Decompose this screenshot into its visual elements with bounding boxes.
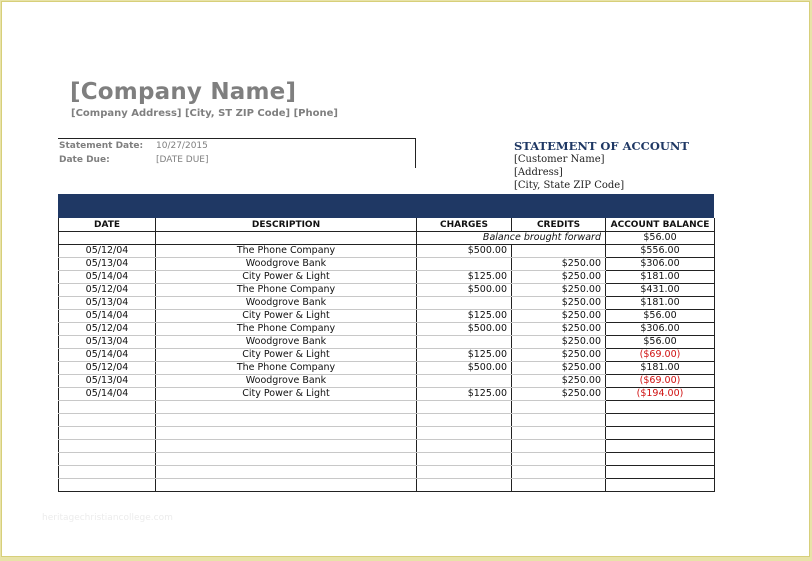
balance-cell[interactable]: $306.00 [606,258,715,271]
statement-date-label: Statement Date: [59,141,144,151]
empty-cell[interactable] [606,401,715,414]
description-cell[interactable]: City Power & Light [156,349,417,362]
credits-cell[interactable]: $250.00 [512,375,606,388]
charges-cell[interactable]: $500.00 [417,245,512,258]
description-cell[interactable]: City Power & Light [156,310,417,323]
empty-cell[interactable] [512,453,606,466]
empty-cell[interactable] [156,479,417,492]
empty-cell[interactable] [156,466,417,479]
description-cell[interactable]: City Power & Light [156,271,417,284]
date-cell[interactable]: 05/13/04 [59,258,156,271]
date-cell[interactable]: 05/12/04 [59,323,156,336]
date-cell[interactable]: 05/12/04 [59,245,156,258]
table-row [59,401,715,414]
empty-cell[interactable] [417,479,512,492]
table-row [59,453,715,466]
date-due-label: Date Due: [59,155,110,165]
statement-table-body [59,232,715,492]
balance-cell[interactable]: $556.00 [606,245,715,258]
empty-cell[interactable] [417,414,512,427]
description-cell[interactable]: Woodgrove Bank [156,336,417,349]
watermark: heritagechristiancollege.com [42,513,173,523]
statement-table [58,218,715,492]
description-cell[interactable]: Woodgrove Bank [156,375,417,388]
date-cell[interactable]: 05/14/04 [59,388,156,401]
table-row [59,323,715,336]
brought-forward-balance[interactable]: $56.00 [606,232,715,245]
empty-cell[interactable] [512,427,606,440]
charges-cell[interactable]: $125.00 [417,388,512,401]
column-header-description: DESCRIPTION [156,218,417,232]
description-cell[interactable]: Woodgrove Bank [156,297,417,310]
brought-forward-row [59,232,715,245]
charges-cell[interactable] [417,258,512,271]
charges-cell[interactable]: $125.00 [417,310,512,323]
empty-cell[interactable] [156,414,417,427]
table-header-band [58,194,714,218]
table-row [59,310,715,323]
description-cell[interactable]: The Phone Company [156,323,417,336]
table-cell[interactable] [156,232,417,245]
customer-address[interactable]: [Address] [514,167,563,178]
table-row [59,297,715,310]
empty-cell[interactable] [606,414,715,427]
table-header-row [59,218,715,232]
balance-cell[interactable]: $181.00 [606,271,715,284]
empty-cell[interactable] [59,427,156,440]
table-row [59,479,715,492]
charges-cell[interactable] [417,297,512,310]
empty-cell[interactable] [59,414,156,427]
table-row [59,258,715,271]
empty-cell[interactable] [59,453,156,466]
table-row [59,245,715,258]
balance-cell[interactable]: ($69.00) [606,349,715,362]
credits-cell[interactable]: $250.00 [512,297,606,310]
table-row [59,349,715,362]
credits-cell[interactable] [512,245,606,258]
charges-cell[interactable]: $500.00 [417,323,512,336]
charges-cell[interactable]: $500.00 [417,362,512,375]
credits-cell[interactable]: $250.00 [512,310,606,323]
empty-cell[interactable] [606,440,715,453]
empty-cell[interactable] [59,479,156,492]
table-row [59,466,715,479]
balance-cell[interactable]: ($194.00) [606,388,715,401]
date-cell[interactable]: 05/14/04 [59,349,156,362]
table-row [59,375,715,388]
description-cell[interactable]: City Power & Light [156,388,417,401]
brought-forward-label: Balance brought forward [417,232,606,245]
balance-cell[interactable]: $181.00 [606,362,715,375]
date-cell[interactable]: 05/13/04 [59,336,156,349]
empty-cell[interactable] [156,427,417,440]
empty-cell[interactable] [606,427,715,440]
date-cell[interactable]: 05/12/04 [59,362,156,375]
empty-cell[interactable] [417,466,512,479]
empty-cell[interactable] [59,466,156,479]
description-cell[interactable]: Woodgrove Bank [156,258,417,271]
date-cell[interactable]: 05/13/04 [59,375,156,388]
description-cell[interactable]: The Phone Company [156,245,417,258]
empty-cell[interactable] [512,401,606,414]
column-header-charges: CHARGES [417,218,512,232]
column-header-credits: CREDITS [512,218,606,232]
credits-cell[interactable]: $250.00 [512,258,606,271]
table-row [59,440,715,453]
description-cell[interactable]: The Phone Company [156,284,417,297]
statement-date-value[interactable]: 10/27/2015 [156,141,208,151]
table-row [59,388,715,401]
credits-cell[interactable]: $250.00 [512,271,606,284]
credits-cell[interactable]: $250.00 [512,362,606,375]
charges-cell[interactable]: $125.00 [417,349,512,362]
empty-cell[interactable] [156,401,417,414]
column-header-date: DATE [59,218,156,232]
description-cell[interactable]: The Phone Company [156,362,417,375]
empty-cell[interactable] [417,427,512,440]
table-row [59,336,715,349]
charges-cell[interactable]: $125.00 [417,271,512,284]
empty-cell[interactable] [156,440,417,453]
empty-cell[interactable] [606,479,715,492]
balance-cell[interactable]: $56.00 [606,336,715,349]
table-row [59,271,715,284]
credits-cell[interactable]: $250.00 [512,284,606,297]
table-row [59,284,715,297]
empty-cell[interactable] [512,479,606,492]
credits-cell[interactable]: $250.00 [512,323,606,336]
date-cell[interactable]: 05/14/04 [59,271,156,284]
table-row [59,362,715,375]
date-cell[interactable]: 05/12/04 [59,284,156,297]
empty-cell[interactable] [59,440,156,453]
empty-cell[interactable] [417,401,512,414]
table-cell[interactable] [59,232,156,245]
charges-cell[interactable] [417,336,512,349]
empty-cell[interactable] [417,440,512,453]
empty-cell[interactable] [512,440,606,453]
empty-cell[interactable] [417,453,512,466]
empty-cell[interactable] [606,453,715,466]
empty-cell[interactable] [156,453,417,466]
credits-cell[interactable]: $250.00 [512,388,606,401]
balance-cell[interactable]: ($69.00) [606,375,715,388]
balance-cell[interactable]: $181.00 [606,297,715,310]
charges-cell[interactable]: $500.00 [417,284,512,297]
column-header-balance: ACCOUNT BALANCE [606,218,715,232]
statement-title: STATEMENT OF ACCOUNT [514,139,689,153]
balance-cell[interactable]: $431.00 [606,284,715,297]
credits-cell[interactable]: $250.00 [512,349,606,362]
charges-cell[interactable] [417,375,512,388]
date-cell[interactable]: 05/14/04 [59,310,156,323]
table-row [59,414,715,427]
empty-cell[interactable] [512,414,606,427]
table-row [59,427,715,440]
date-due-value[interactable]: [DATE DUE] [156,155,209,165]
statement-page [1,1,810,557]
company-name: [Company Name] [70,79,297,105]
empty-cell[interactable] [59,401,156,414]
balance-cell[interactable]: $306.00 [606,323,715,336]
empty-cell[interactable] [606,466,715,479]
balance-cell[interactable]: $56.00 [606,310,715,323]
customer-city[interactable]: [City, State ZIP Code] [514,180,625,191]
company-address: [Company Address] [City, ST ZIP Code] [Phone] [71,108,338,119]
empty-cell[interactable] [512,466,606,479]
customer-name[interactable]: [Customer Name] [514,154,605,165]
credits-cell[interactable]: $250.00 [512,336,606,349]
date-cell[interactable]: 05/13/04 [59,297,156,310]
